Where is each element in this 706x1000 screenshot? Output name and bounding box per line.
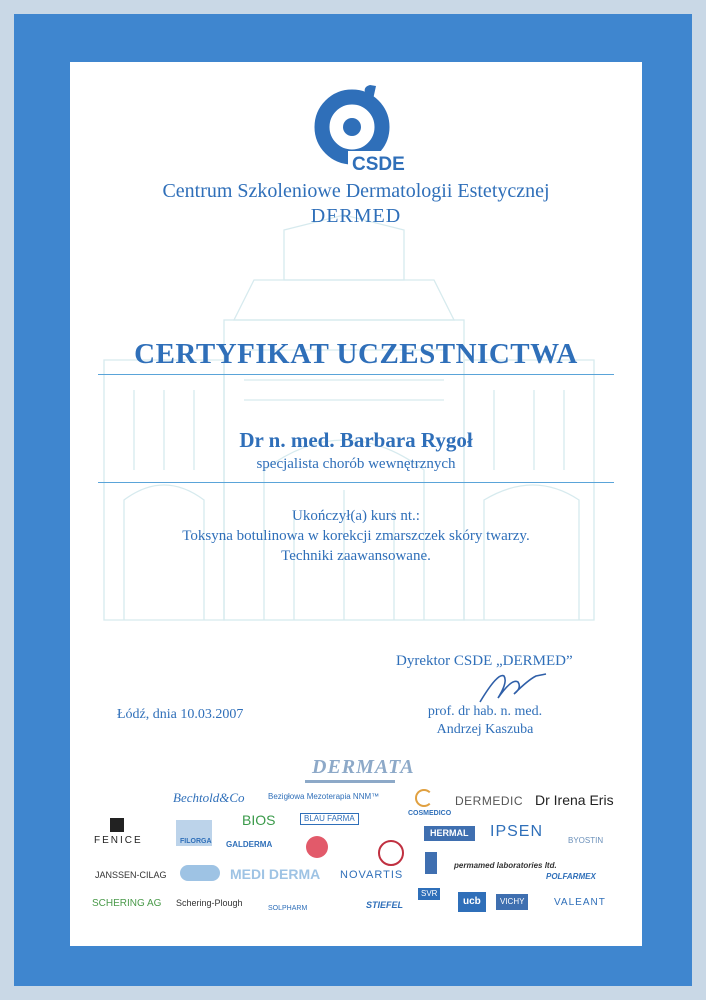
course-title-line1: Toksyna botulinowa w korekcji zmarszczek skóry twarzy. <box>182 528 530 544</box>
certificate-title: CERTYFIKAT UCZESTNICTWA <box>134 338 578 370</box>
sponsor-polfarmex: POLFARMEX <box>546 872 596 881</box>
sponsor-janssen-cilag: JANSSEN-CILAG <box>95 870 167 880</box>
dermata-logo: DERMATA <box>312 756 415 778</box>
title-divider <box>98 374 614 375</box>
sponsor-galderma: GALDERMA <box>226 840 273 849</box>
sponsor-cosmedico: COSMEDICO <box>408 810 452 817</box>
logo-text: CSDE <box>352 154 405 175</box>
pharma-badge-icon <box>378 840 404 866</box>
place-date: Łódź, dnia 10.03.2007 <box>117 707 244 722</box>
sponsor-mezoterapia: Bezigłowa Mezoterapia NNM™ <box>268 792 380 801</box>
sponsor-solpharm: SOLPHARM <box>268 905 308 912</box>
director-signature <box>478 668 548 708</box>
sponsor-hermal: HERMAL <box>424 826 475 841</box>
sponsor-bios: BIOS <box>242 812 276 828</box>
course-intro: Ukończył(a) kurs nt.: <box>292 508 420 524</box>
sponsor-irena-eris: Dr Irena Eris <box>535 792 614 808</box>
pharma-box-icon <box>425 852 437 874</box>
fenice-icon <box>110 818 124 832</box>
sponsor-permamed: permamed laboratories ltd. <box>454 861 557 870</box>
sponsor-valeant: VALEANT <box>554 897 606 908</box>
sponsor-svr: SVR <box>418 888 440 900</box>
sponsor-ipsen: IPSEN <box>490 823 544 840</box>
sponsor-stiefel: STIEFEL <box>366 900 404 910</box>
sponsor-schering-ag: SCHERING AG <box>92 898 162 909</box>
organization-abbr: DERMED <box>310 205 402 227</box>
sponsor-ucb: ucb <box>458 892 486 912</box>
organization-name: Centrum Szkoleniowe Dermatologii Estetycznej <box>162 180 550 202</box>
sponsor-bechtold: Bechtold&Co <box>173 790 245 805</box>
dermata-underline <box>305 780 395 783</box>
sponsor-filorga: FILORGA <box>180 838 212 845</box>
sponsor-dermedic: DERMEDIC <box>455 794 524 808</box>
pharma-oval-icon <box>180 865 220 881</box>
sponsor-fenice: FENICE <box>94 835 143 846</box>
csde-logo <box>302 85 408 177</box>
pharma-circle-icon <box>306 836 328 858</box>
director-title: prof. dr hab. n. med. <box>427 704 543 719</box>
sponsor-novartis: NOVARTIS <box>340 869 404 881</box>
sponsor-byostin: BYOSTIN <box>568 836 604 845</box>
sponsor-schering-plough: Schering-Plough <box>176 898 243 908</box>
director-name: Andrzej Kaszuba <box>436 722 534 737</box>
sponsor-medi-derma: MEDI DERMA <box>230 866 321 882</box>
name-divider <box>98 482 614 483</box>
cosmedico-icon <box>415 789 433 807</box>
sponsor-vichy: VICHY <box>496 894 528 910</box>
director-role: Dyrektor CSDE „DERMED” <box>396 653 573 669</box>
course-title-line2: Techniki zaawansowane. <box>281 548 431 564</box>
sponsor-blau-farma: BLAU FARMA <box>300 813 359 825</box>
recipient-name: Dr n. med. Barbara Rygoł <box>239 428 473 452</box>
recipient-specialty: specjalista chorób wewnętrznych <box>256 456 456 472</box>
